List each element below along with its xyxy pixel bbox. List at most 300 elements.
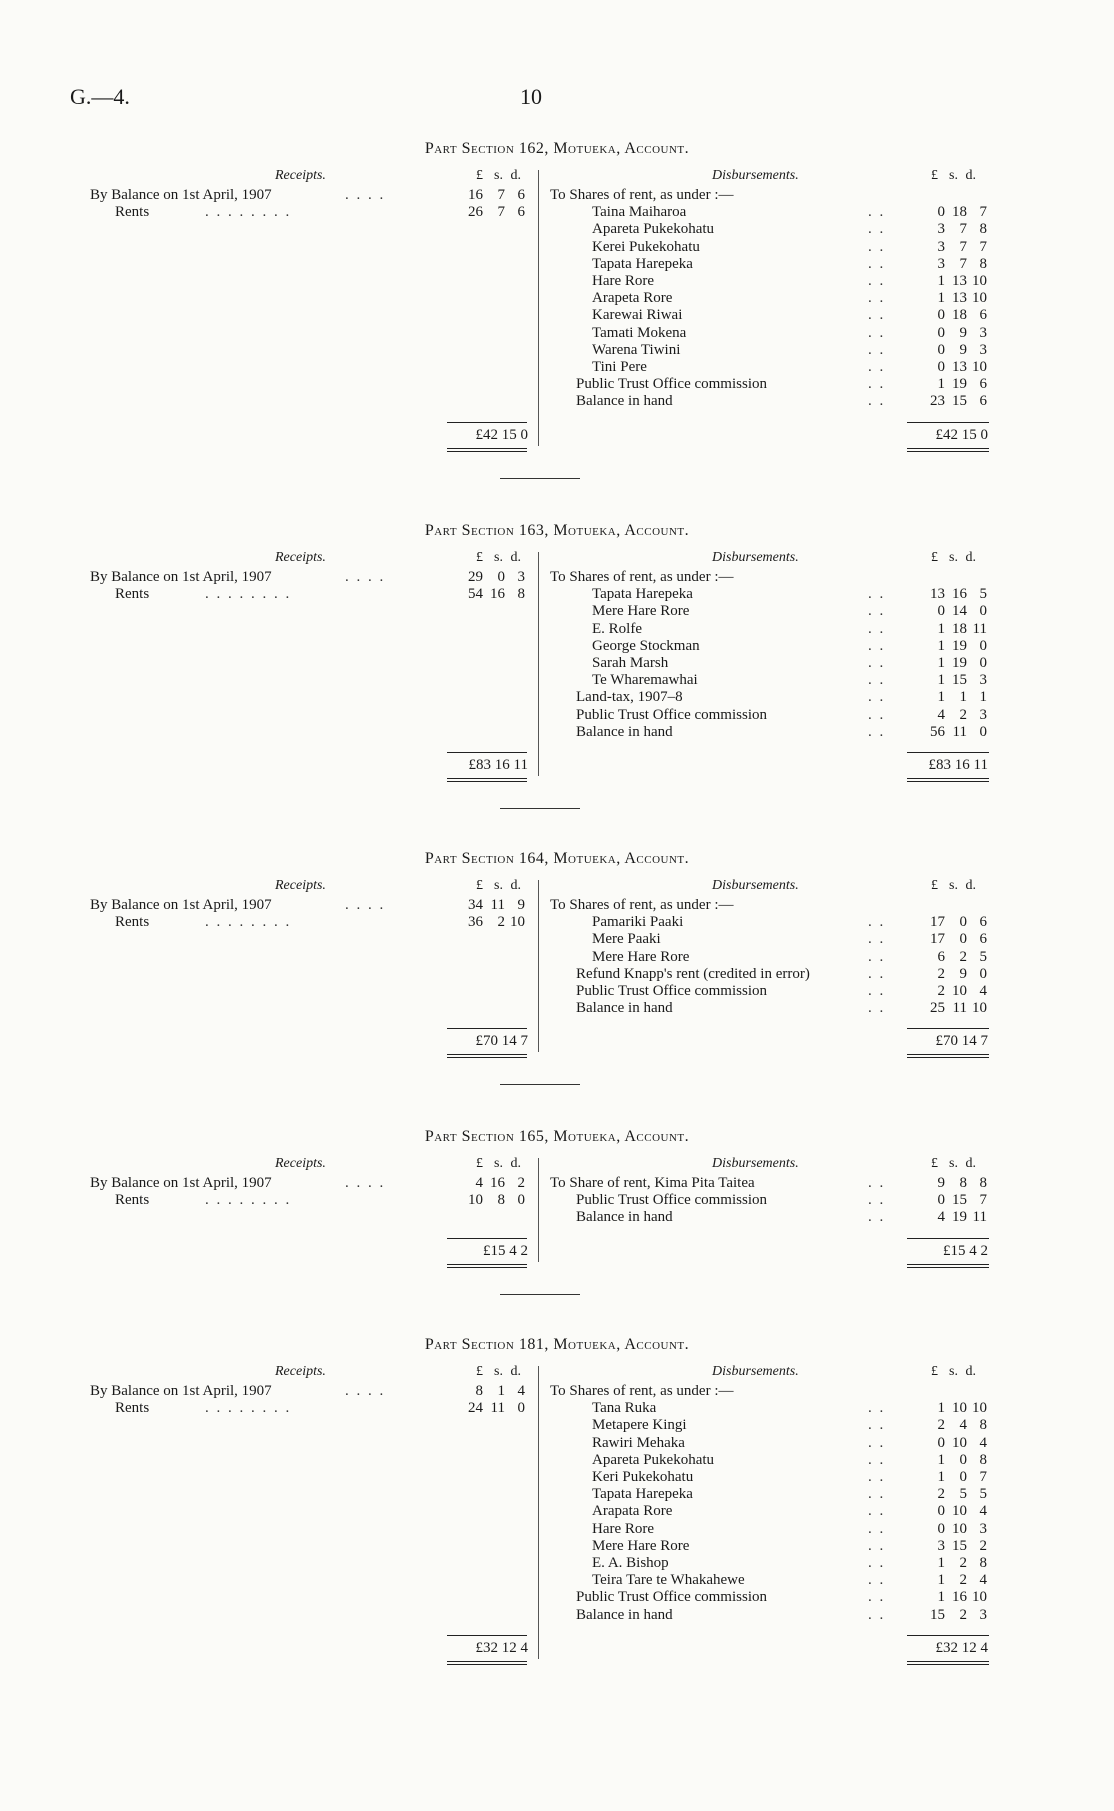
amount-shillings: 7	[497, 204, 505, 221]
amount-pence: 7	[979, 1192, 987, 1209]
amount-shillings: 7	[959, 221, 967, 238]
pound-symbol: £	[476, 878, 483, 893]
amount-pence: 7	[979, 238, 987, 255]
disbursements-total-rule-bottom	[907, 448, 989, 449]
disbursements-total: £42 15 0	[935, 426, 988, 443]
disbursement-label: Karewai Riwai	[592, 307, 683, 324]
leader-dots: . . . . . . . .	[205, 1192, 292, 1209]
leader-dots: . . . .	[345, 569, 386, 585]
amount-shillings: 7	[959, 255, 967, 272]
receipts-currency-header	[455, 550, 525, 566]
amount-shillings: 11	[952, 723, 967, 740]
amount-pounds: 9	[937, 1175, 945, 1191]
account-block	[0, 850, 1114, 1170]
receipt-label: Rents	[115, 204, 150, 221]
leader-dots: . .	[868, 393, 886, 410]
amount-shillings: 0	[959, 1469, 967, 1485]
disbursement-label: Tapata Harepeka	[592, 1486, 693, 1503]
amount-pence: 6	[517, 187, 525, 203]
pence-symbol: d.	[510, 550, 521, 565]
disbursement-label: Public Trust Office commission	[576, 376, 767, 393]
shilling-symbol: s.	[494, 550, 503, 565]
disbursement-row	[0, 1606, 1114, 1624]
disbursement-amount	[907, 358, 987, 376]
disbursement-amount	[907, 341, 987, 359]
account-title	[0, 140, 1114, 158]
amount-pounds: 13	[930, 586, 945, 603]
title-place: Motueka,	[553, 1336, 625, 1353]
disbursement-row	[0, 203, 1114, 221]
amount-shillings: 11	[952, 1000, 967, 1017]
amount-pounds: 0	[937, 359, 945, 375]
receipt-label: By Balance on 1st April, 1907	[90, 897, 272, 913]
disbursement-row	[0, 1191, 1114, 1209]
amount-pence: 0	[517, 1192, 525, 1209]
amount-pence: 10	[972, 359, 987, 375]
leader-dots: . .	[868, 1572, 886, 1589]
disbursements-total: £32 12 4	[935, 1639, 988, 1656]
amount-pounds: 1	[937, 689, 945, 706]
disbursement-row	[0, 1485, 1114, 1503]
disbursement-row	[0, 392, 1114, 410]
amount-pence: 8	[979, 1417, 987, 1434]
disbursements-total-rule-bottom	[907, 1264, 989, 1265]
disbursement-amount	[907, 289, 987, 307]
title-place: Motueka,	[553, 850, 625, 867]
amount-pence: 3	[979, 672, 987, 689]
disbursement-row	[0, 220, 1114, 238]
amount-pounds: 15	[930, 1606, 945, 1623]
disbursement-row	[0, 1434, 1114, 1452]
amount-pounds: 6	[937, 948, 945, 965]
disbursement-row	[0, 1174, 1114, 1192]
amount-shillings: 8	[959, 1175, 967, 1191]
receipts-total-rule-double	[447, 1267, 527, 1268]
amount-pounds: 0	[937, 1434, 945, 1451]
disbursement-amount	[907, 723, 987, 741]
disbursement-amount	[907, 1399, 987, 1417]
title-number: 163,	[518, 522, 554, 539]
disbursement-label: Hare Rore	[592, 273, 655, 289]
receipts-total: £70 14 7	[475, 1033, 528, 1050]
amount-pounds: 0	[937, 204, 945, 221]
disbursement-label: E. Rolfe	[592, 620, 642, 637]
shilling-symbol: s.	[494, 1364, 503, 1379]
amount-shillings: 13	[952, 290, 967, 307]
disbursement-amount	[907, 982, 987, 1000]
amount-shillings: 14	[952, 603, 967, 620]
amount-shillings: 11	[490, 1400, 505, 1417]
shilling-symbol: s.	[949, 550, 958, 565]
title-suffix: Account.	[624, 1336, 690, 1353]
receipt-label: By Balance on 1st April, 1907	[90, 187, 272, 203]
leader-dots: . .	[868, 1000, 886, 1017]
title-place: Motueka,	[553, 1128, 625, 1145]
disbursements-currency-header	[910, 168, 980, 184]
amount-shillings: 11	[490, 897, 505, 913]
disbursements-heading: Disbursements.	[712, 168, 799, 183]
amount-pounds: 2	[937, 1486, 945, 1503]
receipt-label: By Balance on 1st April, 1907	[90, 569, 272, 585]
leader-dots: . .	[868, 1537, 886, 1554]
disbursement-label: To Shares of rent, as under :—	[550, 897, 734, 913]
leader-dots: . .	[868, 723, 886, 740]
amount-pence: 6	[517, 204, 525, 221]
amount-pence: 0	[979, 637, 987, 654]
disbursement-row	[0, 255, 1114, 273]
disbursement-label: Hare Rore	[592, 1520, 655, 1537]
amount-pence: 11	[972, 620, 987, 637]
amount-shillings: 10	[952, 1434, 967, 1451]
disbursement-label: Rawiri Mehaka	[592, 1434, 685, 1451]
amount-shillings: 18	[952, 620, 967, 637]
title-place: Motueka,	[553, 140, 625, 157]
disbursement-label: Balance in hand	[576, 393, 673, 410]
title-number: 181,	[518, 1336, 554, 1353]
amount-pounds: 56	[930, 723, 945, 740]
account-title	[0, 850, 1114, 868]
disbursement-row	[0, 238, 1114, 256]
title-number: 165,	[518, 1128, 554, 1145]
receipts-total: £15 4 2	[483, 1242, 528, 1259]
amount-pounds: 0	[937, 1503, 945, 1520]
disbursement-row	[0, 1208, 1114, 1226]
amount-pounds: 1	[937, 1555, 945, 1571]
amount-shillings: 10	[952, 1520, 967, 1537]
amount-pounds: 3	[937, 255, 945, 272]
column-divider	[538, 1366, 539, 1659]
amount-pence: 7	[979, 204, 987, 221]
receipt-label: Rents	[115, 1400, 150, 1417]
amount-shillings: 19	[952, 655, 967, 671]
disbursement-row	[0, 948, 1114, 966]
amount-shillings: 13	[952, 359, 967, 375]
receipts-total: £42 15 0	[475, 426, 528, 443]
disbursements-total-rule-bottom	[907, 1054, 989, 1055]
disbursement-label: Apareta Pukekohatu	[592, 1451, 715, 1468]
receipts-total-rule-double	[447, 1057, 527, 1058]
leader-dots: . .	[868, 1606, 886, 1623]
disbursement-label: Balance in hand	[576, 1000, 673, 1017]
disbursements-total-rule-double	[907, 1057, 989, 1058]
leader-dots: . .	[868, 948, 886, 965]
leader-dots: . .	[868, 359, 886, 375]
disbursement-label: Te Wharemawhai	[592, 672, 698, 689]
receipts-heading: Receipts.	[275, 550, 326, 565]
disbursement-label: To Shares of rent, as under :—	[550, 569, 734, 585]
leader-dots: . . . .	[345, 897, 386, 913]
disbursement-label: Kerei Pukekohatu	[592, 238, 700, 255]
title-suffix: Account.	[624, 140, 690, 157]
amount-pence: 7	[979, 1469, 987, 1485]
amount-shillings: 9	[959, 341, 967, 358]
disbursements-currency-header	[910, 1364, 980, 1380]
disbursements-total-rule-top	[907, 1238, 989, 1239]
shilling-symbol: s.	[949, 1156, 958, 1171]
disbursement-amount	[907, 930, 987, 948]
disbursement-row	[0, 1571, 1114, 1589]
leader-dots: . .	[868, 1209, 886, 1226]
disbursement-label: Warena Tiwini	[592, 341, 681, 358]
disbursement-label: Public Trust Office commission	[576, 983, 767, 999]
disbursement-amount	[907, 948, 987, 966]
disbursement-amount	[907, 1588, 987, 1606]
amount-pence: 8	[979, 255, 987, 272]
amount-pounds: 1	[937, 620, 945, 637]
disbursement-row	[0, 930, 1114, 948]
disbursement-row	[0, 568, 1114, 586]
disbursements-total: £83 16 11	[928, 757, 988, 773]
disbursement-row	[0, 982, 1114, 1000]
receipts-heading: Receipts.	[275, 1156, 326, 1171]
shilling-symbol: s.	[494, 168, 503, 183]
pound-symbol: £	[931, 878, 938, 893]
disbursement-amount	[907, 220, 987, 238]
disbursement-label: Mere Hare Rore	[592, 1537, 690, 1554]
leader-dots: . .	[868, 273, 886, 289]
leader-dots: . .	[868, 1469, 886, 1485]
disbursement-label: To Shares of rent, as under :—	[550, 187, 734, 203]
amount-shillings: 5	[959, 1486, 967, 1503]
disbursement-amount	[907, 620, 987, 638]
receipt-label: Rents	[115, 1192, 150, 1209]
disbursements-total-rule-top	[907, 422, 989, 423]
disbursement-label: Public Trust Office commission	[576, 1589, 767, 1606]
title-prefix: Part Section	[424, 850, 519, 867]
leader-dots: . .	[868, 1451, 886, 1468]
amount-shillings: 10	[952, 1503, 967, 1520]
receipt-label: By Balance on 1st April, 1907	[90, 1175, 272, 1191]
amount-pounds: 0	[937, 324, 945, 341]
amount-pence: 3	[517, 569, 525, 585]
receipts-currency-header	[455, 1364, 525, 1380]
disbursement-row	[0, 654, 1114, 672]
disbursement-label: Tamati Mokena	[592, 324, 687, 341]
amount-shillings: 16	[490, 1175, 505, 1191]
disbursement-row	[0, 375, 1114, 393]
disbursement-amount	[907, 1191, 987, 1209]
disbursement-amount	[907, 999, 987, 1017]
amount-pence: 10	[972, 1589, 987, 1606]
disbursement-row	[0, 913, 1114, 931]
title-suffix: Account.	[624, 522, 690, 539]
disbursement-amount	[907, 913, 987, 931]
disbursement-label: Keri Pukekohatu	[592, 1469, 694, 1485]
amount-pounds: 4	[475, 1175, 483, 1191]
leader-dots: . . . .	[345, 1383, 386, 1399]
amount-pence: 0	[979, 603, 987, 620]
column-divider	[538, 552, 539, 776]
amount-pounds: 26	[468, 204, 483, 221]
disbursement-amount	[907, 203, 987, 221]
amount-pence: 4	[979, 1572, 987, 1589]
amount-pence: 4	[979, 1503, 987, 1520]
pence-symbol: d.	[965, 1156, 976, 1171]
disbursement-amount	[907, 392, 987, 410]
amount-pence: 6	[979, 931, 987, 948]
amount-pence: 1	[979, 689, 987, 706]
amount-pounds: 0	[937, 341, 945, 358]
disbursement-label: Tapata Harepeka	[592, 586, 693, 603]
amount-pence: 10	[972, 273, 987, 289]
disbursement-amount	[907, 688, 987, 706]
column-divider	[538, 880, 539, 1052]
amount-pounds: 0	[937, 603, 945, 620]
disbursement-row	[0, 272, 1114, 290]
leader-dots: . . . . . . . .	[205, 204, 292, 221]
amount-pence: 8	[979, 1175, 987, 1191]
amount-pence: 9	[517, 897, 525, 913]
receipt-label: Rents	[115, 914, 150, 931]
amount-shillings: 9	[959, 965, 967, 982]
amount-pence: 6	[979, 376, 987, 393]
disbursement-amount	[907, 1502, 987, 1520]
disbursement-label: Public Trust Office commission	[576, 706, 767, 723]
pound-symbol: £	[476, 1156, 483, 1171]
amount-pence: 3	[979, 706, 987, 723]
disbursement-amount	[907, 1174, 987, 1192]
disbursement-amount	[907, 1537, 987, 1555]
amount-pounds: 1	[937, 376, 945, 393]
account-title	[0, 522, 1114, 540]
disbursements-heading: Disbursements.	[712, 1364, 799, 1379]
leader-dots: . . . . . . . .	[205, 586, 292, 603]
disbursement-amount	[907, 1485, 987, 1503]
amount-pence: 3	[979, 324, 987, 341]
amount-pence: 11	[972, 1209, 987, 1226]
amount-shillings: 0	[959, 931, 967, 948]
pence-symbol: d.	[510, 168, 521, 183]
receipts-total-rule-double	[447, 451, 527, 452]
title-prefix: Part Section	[424, 140, 519, 157]
disbursement-label: Balance in hand	[576, 1209, 673, 1226]
amount-shillings: 0	[497, 569, 505, 585]
disbursement-row	[0, 1382, 1114, 1400]
account-block	[0, 1336, 1114, 1656]
amount-pence: 8	[979, 1451, 987, 1468]
amount-pence: 4	[517, 1383, 525, 1399]
disbursement-amount	[907, 255, 987, 273]
amount-pence: 3	[979, 1606, 987, 1623]
disbursements-heading: Disbursements.	[712, 550, 799, 565]
disbursements-heading: Disbursements.	[712, 1156, 799, 1171]
disbursement-label: George Stockman	[592, 637, 700, 654]
receipts-currency-header	[455, 1156, 525, 1172]
disbursement-amount	[907, 1571, 987, 1589]
amount-pounds: 0	[937, 1192, 945, 1209]
pound-symbol: £	[931, 168, 938, 183]
leader-dots: . . . .	[345, 1175, 386, 1191]
amount-pence: 0	[517, 1400, 525, 1417]
leader-dots: . . . . . . . .	[205, 1400, 292, 1417]
amount-shillings: 2	[497, 914, 505, 931]
receipts-total-rule-bottom	[447, 1054, 527, 1055]
amount-shillings: 18	[952, 204, 967, 221]
amount-pounds: 1	[937, 1400, 945, 1417]
disbursement-amount	[907, 375, 987, 393]
receipts-total-rule-top	[447, 422, 527, 423]
receipts-total-rule-bottom	[447, 448, 527, 449]
amount-shillings: 4	[959, 1417, 967, 1434]
disbursement-amount	[907, 324, 987, 342]
section-separator	[500, 1294, 580, 1295]
receipts-heading: Receipts.	[275, 878, 326, 893]
disbursement-label: Arapeta Rore	[592, 290, 673, 307]
leader-dots: . .	[868, 1486, 886, 1503]
disbursement-amount	[907, 1208, 987, 1226]
disbursement-amount	[907, 1520, 987, 1538]
section-separator	[500, 808, 580, 809]
disbursement-label: Teira Tare te Whakahewe	[592, 1572, 745, 1589]
amount-shillings: 10	[952, 1400, 967, 1417]
account-title	[0, 1336, 1114, 1354]
disbursement-row	[0, 1416, 1114, 1434]
leader-dots: . . . . . . . .	[205, 914, 292, 931]
leader-dots: . .	[868, 341, 886, 358]
receipts-total-rule-top	[447, 1028, 527, 1029]
account-title	[0, 1128, 1114, 1146]
amount-pounds: 1	[937, 1572, 945, 1589]
disbursement-row	[0, 1399, 1114, 1417]
disbursement-amount	[907, 306, 987, 324]
amount-shillings: 2	[959, 706, 967, 723]
title-number: 164,	[518, 850, 554, 867]
leader-dots: . .	[868, 221, 886, 238]
amount-shillings: 16	[952, 1589, 967, 1606]
leader-dots: . .	[868, 376, 886, 393]
disbursement-row	[0, 1468, 1114, 1486]
leader-dots: . .	[868, 1434, 886, 1451]
title-place: Motueka,	[553, 522, 625, 539]
disbursement-label: Mere Hare Rore	[592, 603, 690, 620]
disbursement-row	[0, 289, 1114, 307]
amount-pence: 6	[979, 307, 987, 324]
title-suffix: Account.	[624, 850, 690, 867]
pence-symbol: d.	[510, 1156, 521, 1171]
receipts-currency-header	[455, 168, 525, 184]
amount-pounds: 2	[937, 983, 945, 999]
column-divider	[538, 170, 539, 446]
disbursement-row	[0, 1520, 1114, 1538]
disbursement-row	[0, 602, 1114, 620]
amount-pounds: 34	[468, 897, 483, 913]
leader-dots: . .	[868, 603, 886, 620]
disbursement-row	[0, 1502, 1114, 1520]
amount-shillings: 8	[497, 1192, 505, 1209]
pence-symbol: d.	[965, 168, 976, 183]
amount-pence: 5	[979, 948, 987, 965]
leader-dots: . .	[868, 931, 886, 948]
shilling-symbol: s.	[494, 878, 503, 893]
title-number: 162,	[518, 140, 554, 157]
leader-dots: . .	[868, 1503, 886, 1520]
amount-pounds: 1	[937, 1451, 945, 1468]
disbursement-row	[0, 723, 1114, 741]
amount-shillings: 19	[952, 1209, 967, 1226]
amount-pounds: 1	[937, 637, 945, 654]
disbursement-amount	[907, 1606, 987, 1624]
shilling-symbol: s.	[949, 168, 958, 183]
disbursement-row	[0, 358, 1114, 376]
disbursements-currency-header	[910, 878, 980, 894]
amount-pounds: 36	[468, 914, 483, 931]
title-suffix: Account.	[624, 1128, 690, 1145]
disbursement-row	[0, 999, 1114, 1017]
leader-dots: . .	[868, 983, 886, 999]
amount-pounds: 16	[468, 187, 483, 203]
disbursement-amount	[907, 1416, 987, 1434]
leader-dots: . .	[868, 689, 886, 706]
